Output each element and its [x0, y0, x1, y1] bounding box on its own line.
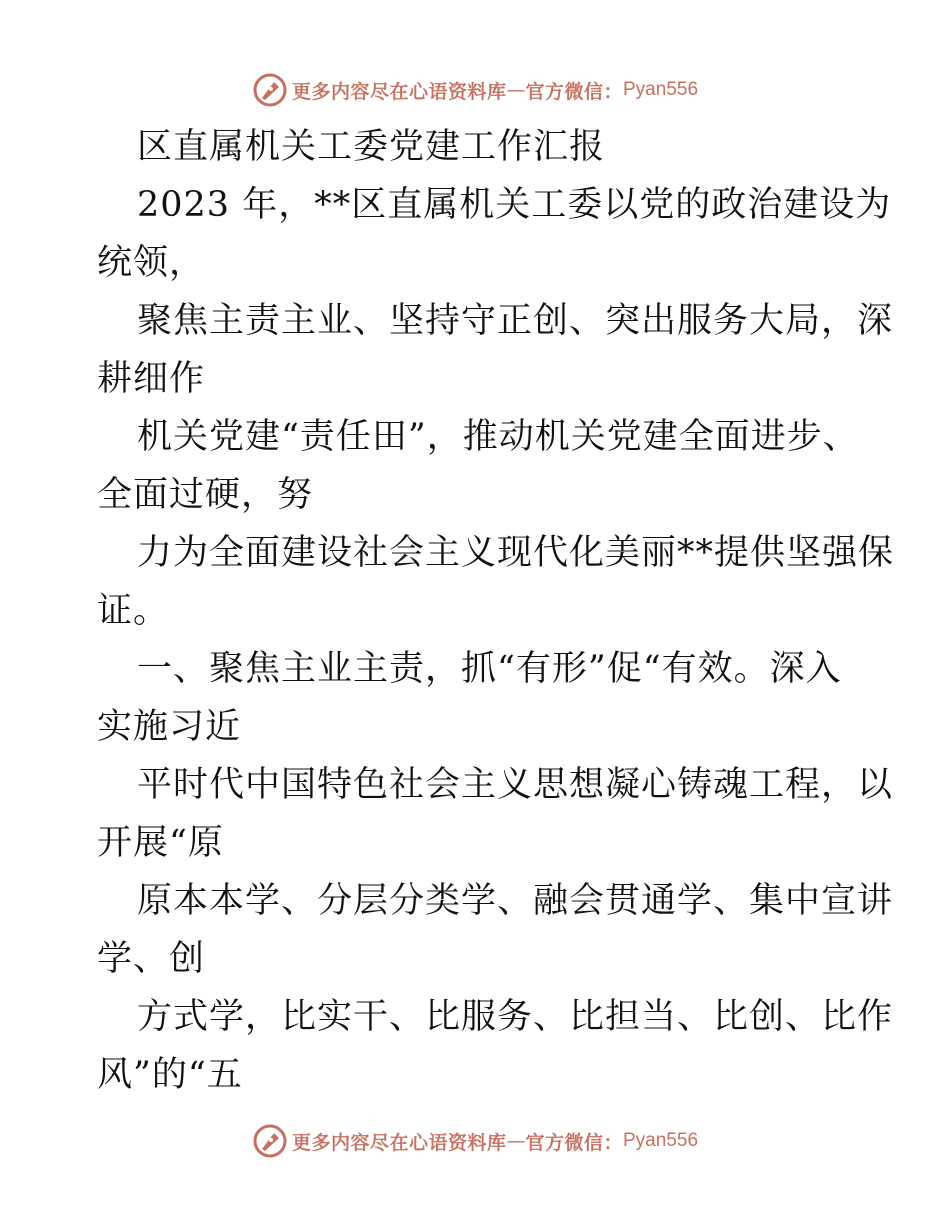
document-body	[97, 118, 895, 1104]
paragraph-line: 证。	[97, 591, 170, 631]
watermark-dash: —	[506, 79, 526, 101]
watermark-wechat-id: Pyan556	[623, 79, 699, 100]
watermark-site-name: 更多内容尽在心语资料库	[291, 80, 507, 103]
watermark-wechat-label: 官方微信：	[525, 80, 623, 103]
watermark-footer	[0, 1121, 950, 1161]
watermark-wechat-label: 官方微信：	[525, 1131, 623, 1154]
paragraph-line: 耕细作	[97, 359, 206, 399]
paragraph-line: 风”的“五	[97, 1055, 243, 1095]
watermark-header	[0, 70, 950, 110]
watermark-site-name: 更多内容尽在心语资料库	[291, 1131, 507, 1154]
paragraph-line: 开展“原	[97, 823, 224, 863]
paragraph-line: 实施习近	[97, 707, 242, 747]
paragraph-line: 统领，	[97, 243, 206, 283]
paragraph-line: 原本本学、分层分类学、融会贯通学、集中宣讲	[137, 881, 894, 921]
paragraph-line: 方式学，比实干、比服务、比担当、比创、比作	[137, 997, 894, 1037]
watermark-wechat-id: Pyan556	[623, 1130, 699, 1151]
paragraph-line: 机关党建“责任田”，推动机关党建全面进步、	[137, 417, 859, 457]
paragraph-line: 力为全面建设社会主义现代化美丽**提供坚强保	[137, 533, 895, 573]
section-heading-line: 一、聚焦主业主责，抓“有形”促“有效。深入	[137, 649, 842, 689]
document-title: 区直属机关工委党建工作汇报	[137, 127, 606, 167]
pen-nib-icon	[252, 72, 288, 108]
pen-nib-icon	[252, 1123, 288, 1159]
paragraph-line: 学、创	[97, 939, 206, 979]
paragraph-line: 平时代中国特色社会主义思想凝心铸魂工程，以	[137, 765, 894, 805]
paragraph-line: 2023 年，**区直属机关工委以党的政治建设为	[137, 185, 892, 225]
watermark-dash: —	[506, 1130, 526, 1152]
paragraph-line: 聚焦主责主业、坚持守正创、突出服务大局，深	[137, 301, 894, 341]
paragraph-line: 全面过硬，努	[97, 475, 314, 515]
